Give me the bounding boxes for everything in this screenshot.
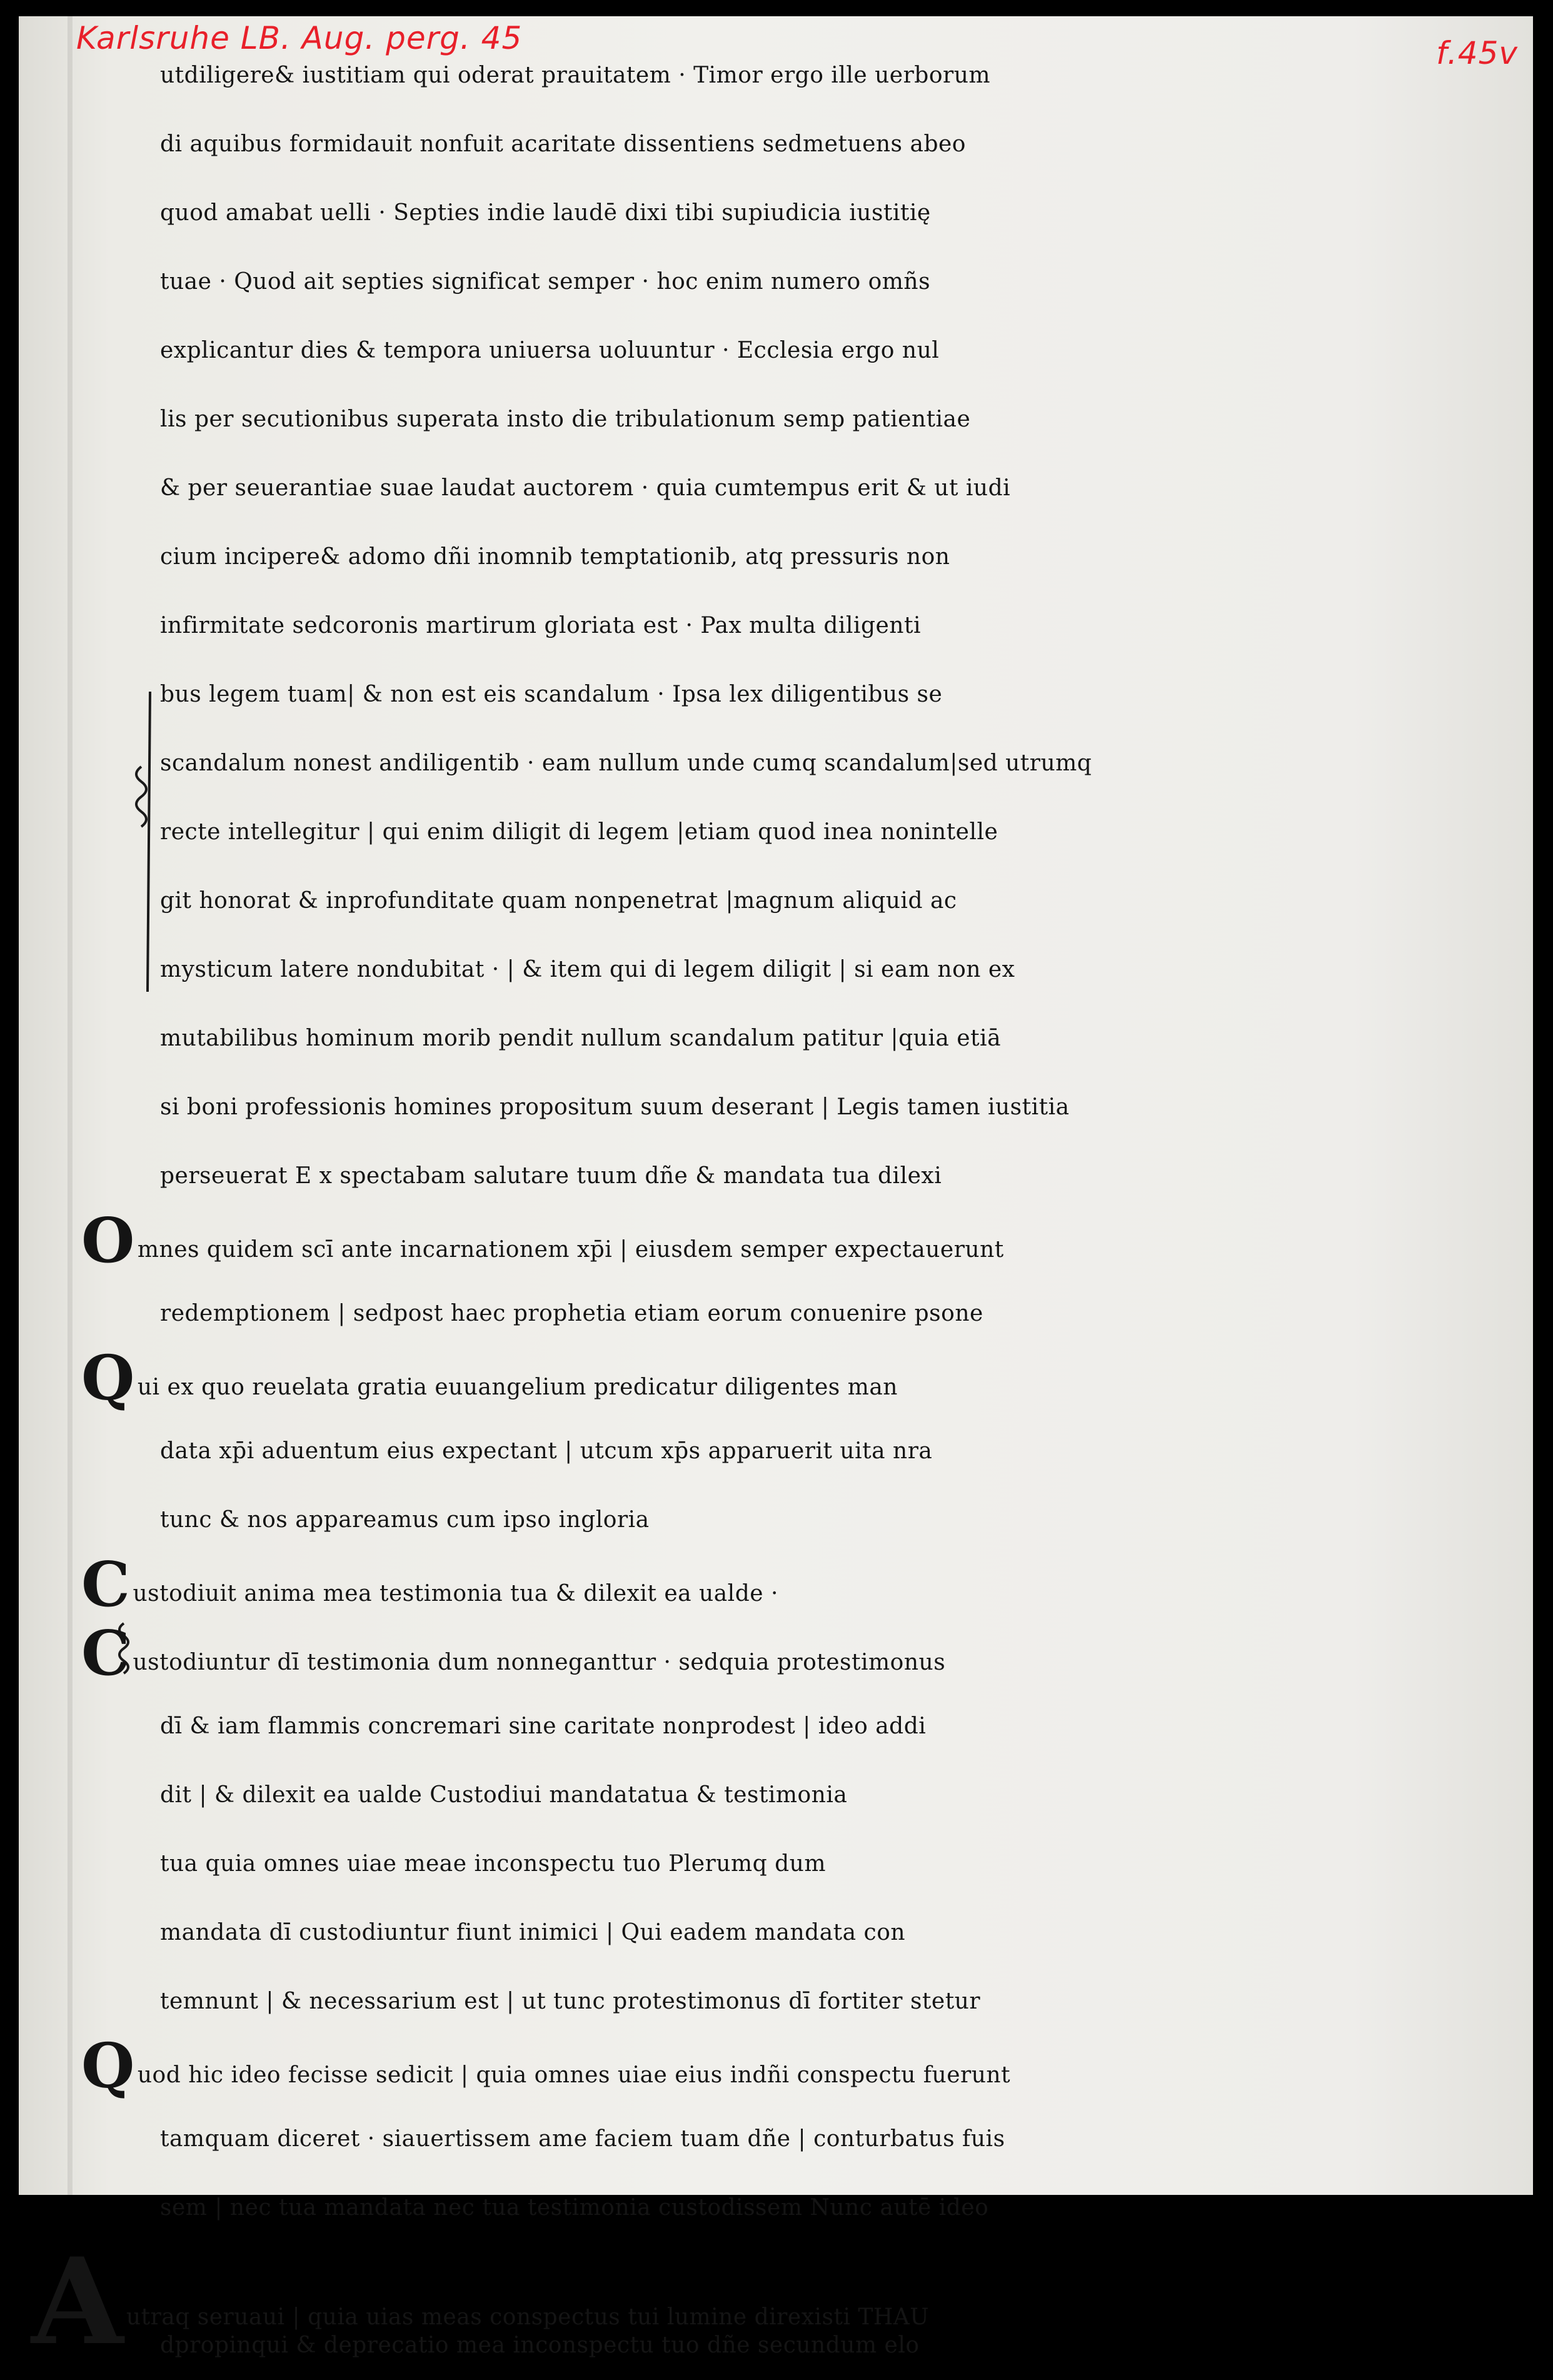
line-text: & per seuerantiae suae laudat auctorem · quia cumtempus erit & ut iudi [160,475,1011,501]
manuscript-line [19,2105,1533,2174]
manuscript-line [19,454,1533,523]
manuscript-line [19,1898,1533,1967]
manuscript-line [19,1205,1533,1279]
manuscript-line [19,523,1533,592]
line-text: di aquibus formidauit nonfuit acaritate dissentiens sedmetuens abeo [160,131,966,157]
manuscript-line [19,1967,1533,2036]
manuscript-line [19,1142,1533,1211]
decorated-initial: Q [81,2030,135,2102]
line-text: tamquam diceret · siauertissem ame faciem tuam dñe | conturbatus fuis [160,2126,1005,2152]
line-text: tuae · Quod ait septies significat semper · hoc enim numero omñs [160,269,931,295]
line-text: utraq seruaui | quia uias meas conspectus tui lumine direxisti THAU [126,2304,930,2330]
manuscript-line [19,2311,1533,2380]
line-text: redemptionem | sedpost haec prophetia etiam eorum conuenire psone [160,1301,983,1326]
manuscript-line [19,592,1533,660]
decorated-initial: C [81,1618,131,1690]
line-text: temnunt | & necessarium est | ut tunc protestimonus dī fortiter stetur [160,1989,981,2014]
decorated-initial: C [81,1549,131,1621]
line-text: mysticum latere nondubitat · | & item qui di legem diligit | si eam non ex [160,957,1015,982]
manuscript-line [19,179,1533,248]
line-text: mandata dī custodiuntur fiunt inimici | Qui eadem mandata con [160,1920,906,1945]
manuscript-line [19,1343,1533,1417]
manuscript-line [19,867,1533,935]
manuscript-line [19,1004,1533,1073]
line-text: tua quia omnes uiae meae inconspectu tuo Plerumq dum [160,1851,826,1877]
manuscript-line [19,316,1533,385]
line-text: data xp̄i aduentum eius expectant | utcum xp̄s apparuerit uita nra [160,1438,933,1464]
manuscript-line [19,41,1533,110]
manuscript-line [19,1830,1533,1898]
decorated-initial: O [81,1205,135,1277]
decorated-initial: Q [81,1343,135,1414]
manuscript-line [19,1417,1533,1486]
line-text: tunc & nos appareamus cum ipso ingloria [160,1507,650,1533]
manuscript-line [19,110,1533,179]
line-text: ustodiuit anima mea testimonia tua & dilexit ea ualde · [133,1581,778,1606]
manuscript-line [19,1692,1533,1761]
line-text: recte intellegitur | qui enim diligit di legem |etiam quod inea nonintelle [160,819,998,845]
line-text: cium incipere& adomo dñi inomnib temptationib, atq pressuris non [160,544,950,570]
line-text: quod amabat uelli · Septies indie laudē dixi tibi supiudicia iustitię [160,200,931,226]
line-text: perseuerat E x spectabam salutare tuum dñe & mandata tua dilexi [160,1163,942,1189]
manuscript-line [19,935,1533,1004]
manuscript-line [19,2030,1533,2105]
line-text: infirmitate sedcoronis martirum gloriata est · Pax multa diligenti [160,613,921,638]
manuscript-line [19,1486,1533,1555]
line-text: uod hic ideo fecisse sedicit | quia omnes uiae eius indñi conspectu fuerunt [137,2062,1011,2088]
line-text: ustodiuntur dī testimonia dum nonneganttur · sedquia protestimonus [133,1650,946,1675]
line-text: mnes quidem scī ante incarnationem xp̄i | eiusdem semper expectauerunt [137,1237,1004,1263]
manuscript-line [19,1618,1533,1692]
manuscript-line [19,248,1533,316]
line-text: si boni professionis homines propositum suum deserant | Legis tamen iustitia [160,1094,1070,1120]
line-text: bus legem tuam| & non est eis scandalum · Ipsa lex diligentibus se [160,682,943,707]
manuscript-line [19,1549,1533,1623]
line-text: sem | nec tua mandata nec tua testimonia custodissem Nunc autē ideo [160,2195,989,2221]
manuscript-page [19,16,1533,2371]
line-text: mutabilibus hominum morib pendit nullum scandalum patitur |quia etiā [160,1026,1002,1051]
line-text: git honorat & inprofunditate quam nonpenetrat |magnum aliquid ac [160,888,957,914]
manuscript-line [19,1073,1533,1142]
line-text: ui ex quo reuelata gratia euuangelium predicatur diligentes man [137,1374,898,1400]
manuscript-line [19,1761,1533,1830]
manuscript-line [19,385,1533,454]
manuscript-line [19,798,1533,867]
line-text: lis per secutionibus superata insto die tribulationum semp patientiae [160,406,971,432]
line-text: scandalum nonest andiligentib · eam nullum unde cumq scandalum|sed utrumq [160,750,1092,776]
line-text: dī & iam flammis concremari sine caritate nonprodest | ideo addi [160,1713,927,1739]
folio-number: f.45v [1436,35,1518,71]
manuscript-line [19,2174,1533,2242]
line-text: utdiligere& iustitiam qui oderat prauitatem · Timor ergo ille uerborum [160,63,991,88]
line-text: explicantur dies & tempora uniuersa uoluuntur · Ecclesia ergo nul [160,338,940,363]
line-text: dpropinqui & deprecatio mea inconspectu tuo dñe secundum elo [160,2332,920,2358]
shelfmark-annotation: Karlsruhe LB. Aug. perg. 45 [76,20,523,56]
manuscript-line [19,729,1533,798]
manuscript-line [19,660,1533,729]
decorated-initial: A [31,2232,124,2371]
manuscript-text-block [19,41,1533,2380]
line-text: dit | & dilexit ea ualde Custodiui mandatatua & testimonia [160,1782,848,1808]
manuscript-line [19,1279,1533,1348]
